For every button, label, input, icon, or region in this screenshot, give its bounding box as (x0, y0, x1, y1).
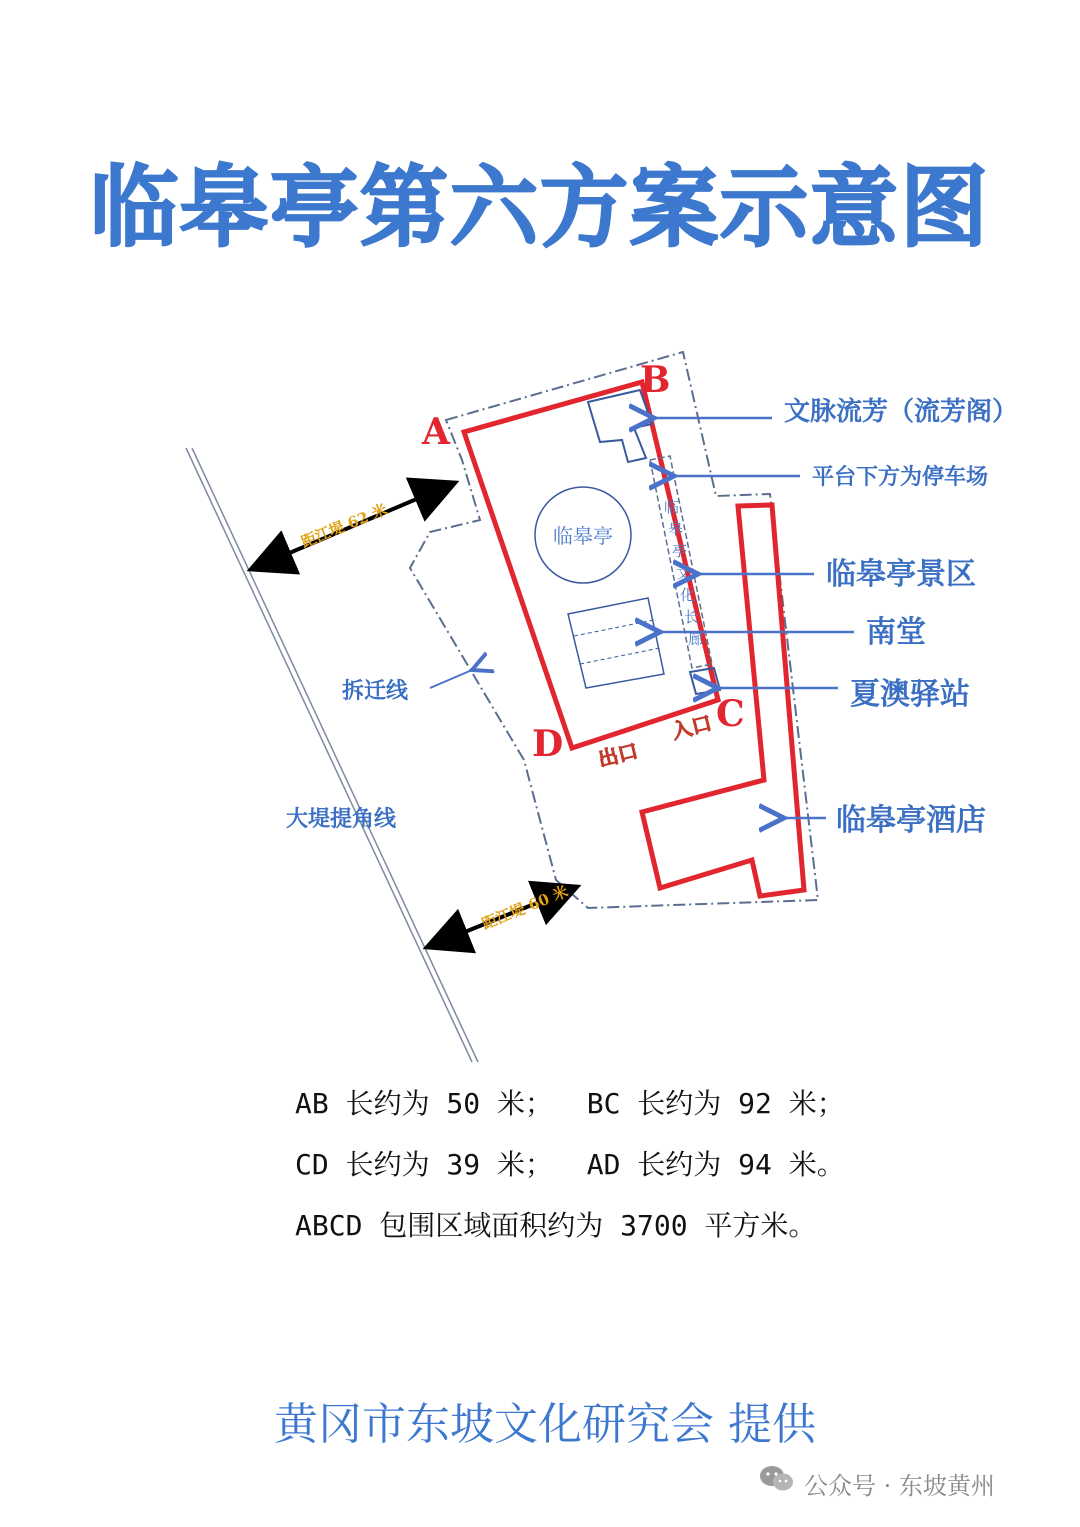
nantang-label: 南堂 (866, 615, 926, 650)
measurement-line-2: CD 长约为 39 米； AD 长约为 94 米。 (295, 1148, 845, 1181)
svg-text:化: 化 (680, 586, 696, 604)
entrance-label: 入口 (669, 710, 715, 744)
measurement-line-1: AB 长约为 50 米； BC 长约为 92 米； (295, 1087, 845, 1120)
svg-text:临: 临 (664, 498, 680, 516)
watermark: 公众号 · 东坡黄州 (804, 1472, 995, 1500)
svg-text:廊: 廊 (688, 630, 704, 648)
svg-text:亭: 亭 (672, 542, 688, 560)
scenic-label: 临皋亭景区 (826, 557, 976, 592)
demolition-arrow (430, 670, 472, 688)
outer-dashed-boundary (410, 352, 818, 908)
distance-top-label: 距江堤 62 米 (298, 500, 390, 552)
embankment-line-label: 大堤提角线 (286, 807, 397, 832)
corner-b: B (640, 359, 671, 401)
measurement-line-3: ABCD 包围区域面积约为 3700 平方米。 (295, 1209, 817, 1242)
corner-a: A (422, 411, 450, 453)
wechat-icon (758, 1464, 796, 1494)
wenmai-label: 文脉流芳（流芳阁） (784, 397, 1019, 427)
corner-c: C (716, 693, 745, 735)
corner-d: D (532, 723, 564, 765)
svg-text:皋: 皋 (668, 520, 684, 538)
xiaao-label: 夏澳驿站 (850, 677, 970, 712)
page-title: 临皋亭第六方案示意图 (89, 156, 990, 259)
nantang-building (568, 598, 664, 688)
svg-text:长: 长 (684, 608, 700, 626)
credit-line: 黄冈市东坡文化研究会 提供 (274, 1399, 816, 1450)
svg-text:文: 文 (676, 564, 692, 582)
parking-label: 平台下方为停车场 (812, 465, 989, 490)
exit-label: 出口 (595, 738, 641, 772)
circle-label: 临皋亭 (553, 524, 613, 548)
demolition-line-label: 拆迁线 (342, 679, 409, 704)
distance-bottom-label: 距江堤 60 米 (479, 882, 571, 934)
hotel-label: 临皋亭酒店 (836, 803, 986, 838)
